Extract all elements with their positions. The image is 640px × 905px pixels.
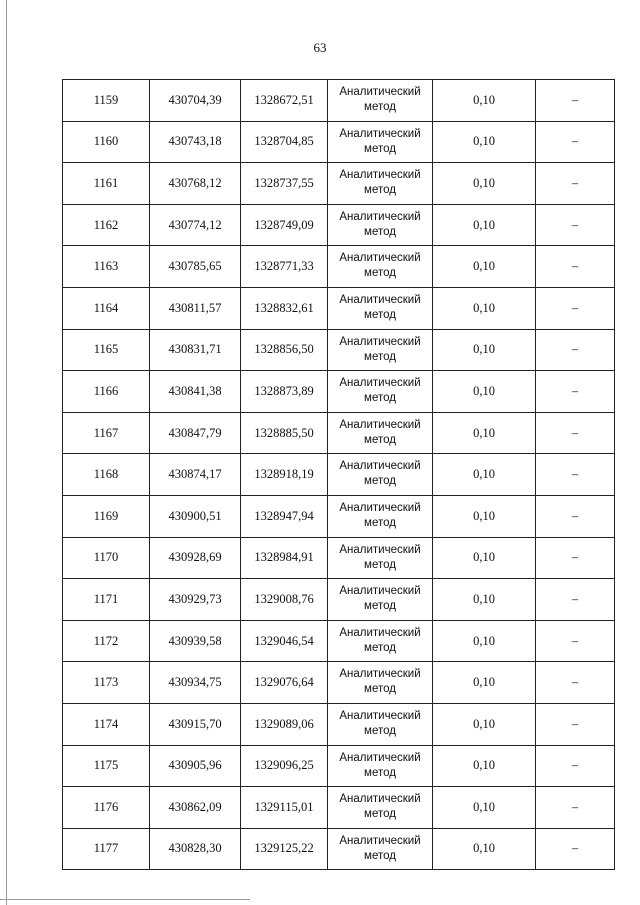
y-coordinate-cell: 1328704,85 xyxy=(241,121,328,163)
page-number: 63 xyxy=(313,40,327,55)
method-cell: Аналитический метод xyxy=(328,454,433,496)
y-coordinate-cell: 1328672,51 xyxy=(241,80,328,122)
y-coordinate-cell: 1329115,01 xyxy=(241,787,328,829)
note-cell: – xyxy=(536,745,615,787)
point-number-cell: 1159 xyxy=(63,80,150,122)
table-row xyxy=(63,371,615,413)
accuracy-cell: 0,10 xyxy=(433,828,536,870)
scan-edge-left xyxy=(6,0,7,905)
table-row xyxy=(63,412,615,454)
y-coordinate-cell: 1328737,55 xyxy=(241,163,328,205)
x-coordinate-cell: 430934,75 xyxy=(150,662,241,704)
table-row xyxy=(63,662,615,704)
point-number-cell: 1170 xyxy=(63,537,150,579)
accuracy-cell: 0,10 xyxy=(433,787,536,829)
note-cell: – xyxy=(536,579,615,621)
table-row xyxy=(63,787,615,829)
method-cell: Аналитический метод xyxy=(328,787,433,829)
point-number-cell: 1162 xyxy=(63,204,150,246)
note-cell: – xyxy=(536,412,615,454)
note-cell: – xyxy=(536,329,615,371)
accuracy-cell: 0,10 xyxy=(433,579,536,621)
x-coordinate-cell: 430928,69 xyxy=(150,537,241,579)
x-coordinate-cell: 430785,65 xyxy=(150,246,241,288)
point-number-cell: 1163 xyxy=(63,246,150,288)
note-cell: – xyxy=(536,495,615,537)
scan-edge-bottom xyxy=(0,899,250,900)
x-coordinate-cell: 430768,12 xyxy=(150,163,241,205)
table-row xyxy=(63,745,615,787)
table-row xyxy=(63,495,615,537)
method-cell: Аналитический метод xyxy=(328,287,433,329)
table-row xyxy=(63,329,615,371)
y-coordinate-cell: 1328749,09 xyxy=(241,204,328,246)
table-row xyxy=(63,246,615,288)
point-number-cell: 1169 xyxy=(63,495,150,537)
y-coordinate-cell: 1329096,25 xyxy=(241,745,328,787)
coordinates-table xyxy=(62,79,615,870)
x-coordinate-cell: 430841,38 xyxy=(150,371,241,413)
table-row xyxy=(63,287,615,329)
note-cell: – xyxy=(536,246,615,288)
note-cell: – xyxy=(536,620,615,662)
y-coordinate-cell: 1329076,64 xyxy=(241,662,328,704)
method-cell: Аналитический метод xyxy=(328,204,433,246)
table-row xyxy=(63,80,615,122)
y-coordinate-cell: 1328984,91 xyxy=(241,537,328,579)
method-cell: Аналитический метод xyxy=(328,703,433,745)
point-number-cell: 1175 xyxy=(63,745,150,787)
point-number-cell: 1160 xyxy=(63,121,150,163)
x-coordinate-cell: 430862,09 xyxy=(150,787,241,829)
y-coordinate-cell: 1329125,22 xyxy=(241,828,328,870)
point-number-cell: 1164 xyxy=(63,287,150,329)
point-number-cell: 1177 xyxy=(63,828,150,870)
note-cell: – xyxy=(536,454,615,496)
accuracy-cell: 0,10 xyxy=(433,163,536,205)
method-cell: Аналитический метод xyxy=(328,371,433,413)
note-cell: – xyxy=(536,537,615,579)
method-cell: Аналитический метод xyxy=(328,579,433,621)
point-number-cell: 1173 xyxy=(63,662,150,704)
y-coordinate-cell: 1328832,61 xyxy=(241,287,328,329)
table-body xyxy=(63,80,615,870)
y-coordinate-cell: 1329089,06 xyxy=(241,703,328,745)
y-coordinate-cell: 1328918,19 xyxy=(241,454,328,496)
x-coordinate-cell: 430874,17 xyxy=(150,454,241,496)
x-coordinate-cell: 430774,12 xyxy=(150,204,241,246)
accuracy-cell: 0,10 xyxy=(433,703,536,745)
x-coordinate-cell: 430831,71 xyxy=(150,329,241,371)
table-row xyxy=(63,454,615,496)
point-number-cell: 1176 xyxy=(63,787,150,829)
accuracy-cell: 0,10 xyxy=(433,329,536,371)
method-cell: Аналитический метод xyxy=(328,121,433,163)
table-row xyxy=(63,828,615,870)
table-row xyxy=(63,579,615,621)
x-coordinate-cell: 430743,18 xyxy=(150,121,241,163)
accuracy-cell: 0,10 xyxy=(433,371,536,413)
accuracy-cell: 0,10 xyxy=(433,121,536,163)
y-coordinate-cell: 1328856,50 xyxy=(241,329,328,371)
method-cell: Аналитический метод xyxy=(328,537,433,579)
accuracy-cell: 0,10 xyxy=(433,204,536,246)
point-number-cell: 1165 xyxy=(63,329,150,371)
accuracy-cell: 0,10 xyxy=(433,287,536,329)
note-cell: – xyxy=(536,163,615,205)
note-cell: – xyxy=(536,371,615,413)
x-coordinate-cell: 430900,51 xyxy=(150,495,241,537)
method-cell: Аналитический метод xyxy=(328,163,433,205)
method-cell: Аналитический метод xyxy=(328,745,433,787)
point-number-cell: 1172 xyxy=(63,620,150,662)
x-coordinate-cell: 430929,73 xyxy=(150,579,241,621)
x-coordinate-cell: 430939,58 xyxy=(150,620,241,662)
table-row xyxy=(63,703,615,745)
method-cell: Аналитический метод xyxy=(328,80,433,122)
y-coordinate-cell: 1328885,50 xyxy=(241,412,328,454)
table-row xyxy=(63,163,615,205)
y-coordinate-cell: 1329046,54 xyxy=(241,620,328,662)
x-coordinate-cell: 430915,70 xyxy=(150,703,241,745)
y-coordinate-cell: 1329008,76 xyxy=(241,579,328,621)
x-coordinate-cell: 430847,79 xyxy=(150,412,241,454)
point-number-cell: 1167 xyxy=(63,412,150,454)
table-row xyxy=(63,537,615,579)
accuracy-cell: 0,10 xyxy=(433,80,536,122)
accuracy-cell: 0,10 xyxy=(433,745,536,787)
x-coordinate-cell: 430704,39 xyxy=(150,80,241,122)
x-coordinate-cell: 430828,30 xyxy=(150,828,241,870)
point-number-cell: 1166 xyxy=(63,371,150,413)
table-row xyxy=(63,121,615,163)
accuracy-cell: 0,10 xyxy=(433,412,536,454)
method-cell: Аналитический метод xyxy=(328,620,433,662)
note-cell: – xyxy=(536,80,615,122)
method-cell: Аналитический метод xyxy=(328,329,433,371)
y-coordinate-cell: 1328873,89 xyxy=(241,371,328,413)
accuracy-cell: 0,10 xyxy=(433,246,536,288)
note-cell: – xyxy=(536,287,615,329)
note-cell: – xyxy=(536,787,615,829)
accuracy-cell: 0,10 xyxy=(433,495,536,537)
accuracy-cell: 0,10 xyxy=(433,662,536,704)
accuracy-cell: 0,10 xyxy=(433,537,536,579)
x-coordinate-cell: 430811,57 xyxy=(150,287,241,329)
x-coordinate-cell: 430905,96 xyxy=(150,745,241,787)
point-number-cell: 1168 xyxy=(63,454,150,496)
method-cell: Аналитический метод xyxy=(328,662,433,704)
method-cell: Аналитический метод xyxy=(328,412,433,454)
y-coordinate-cell: 1328771,33 xyxy=(241,246,328,288)
accuracy-cell: 0,10 xyxy=(433,454,536,496)
note-cell: – xyxy=(536,204,615,246)
table-row xyxy=(63,204,615,246)
point-number-cell: 1171 xyxy=(63,579,150,621)
note-cell: – xyxy=(536,828,615,870)
method-cell: Аналитический метод xyxy=(328,246,433,288)
method-cell: Аналитический метод xyxy=(328,495,433,537)
y-coordinate-cell: 1328947,94 xyxy=(241,495,328,537)
point-number-cell: 1161 xyxy=(63,163,150,205)
accuracy-cell: 0,10 xyxy=(433,620,536,662)
note-cell: – xyxy=(536,703,615,745)
note-cell: – xyxy=(536,121,615,163)
note-cell: – xyxy=(536,662,615,704)
table-row xyxy=(63,620,615,662)
point-number-cell: 1174 xyxy=(63,703,150,745)
method-cell: Аналитический метод xyxy=(328,828,433,870)
